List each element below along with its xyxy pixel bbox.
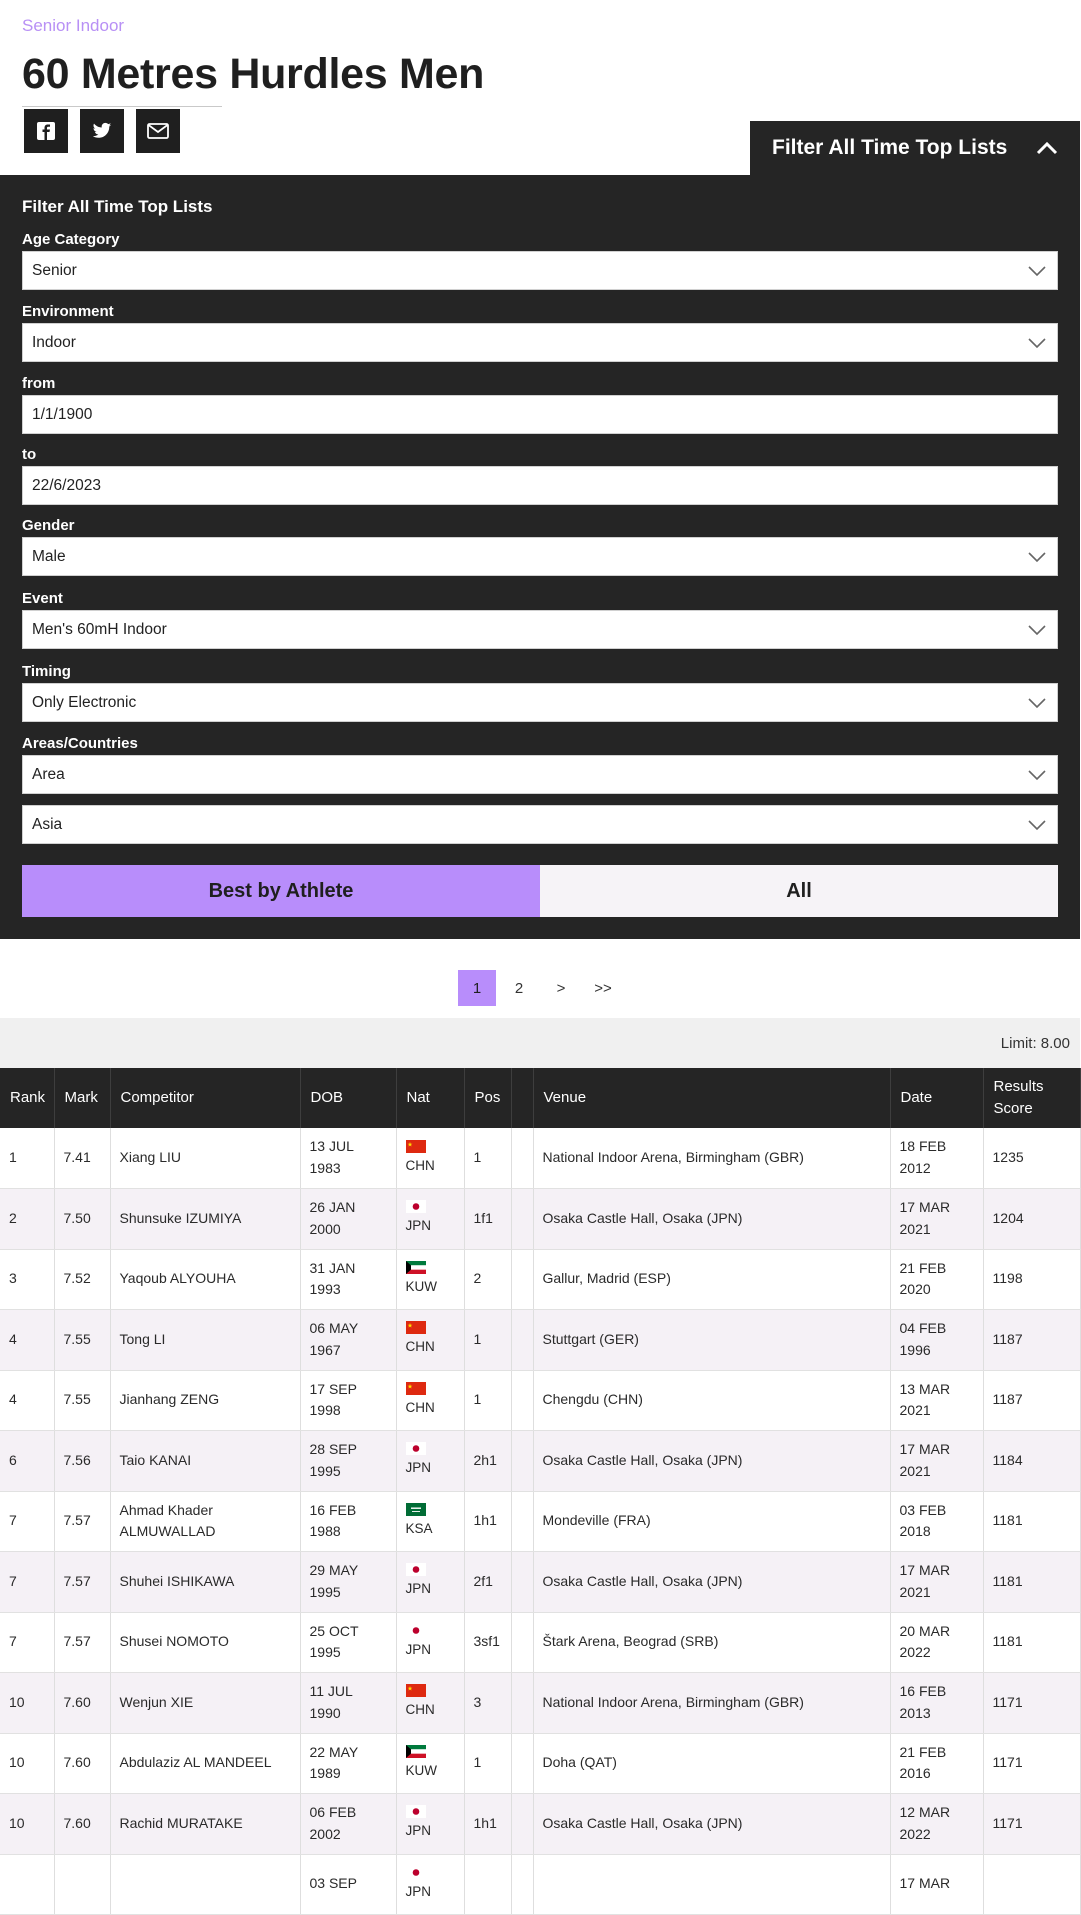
from-date-group [22, 375, 1058, 434]
facebook-icon [36, 121, 56, 141]
venue-cell: National Indoor Arena, Birmingham (GBR) [533, 1128, 890, 1189]
nat-code: CHN [405, 1339, 435, 1355]
table-row[interactable] [0, 1189, 1080, 1250]
blank-cell [511, 1673, 533, 1734]
venue-cell: Osaka Castle Hall, Osaka (JPN) [533, 1794, 890, 1855]
chevron-down-icon [1026, 764, 1048, 786]
from-date-input[interactable] [22, 395, 1058, 434]
jpn-flag-icon [406, 1563, 455, 1576]
date-cell [890, 1249, 983, 1310]
gender-select[interactable] [22, 537, 1058, 576]
date-cell [890, 1854, 983, 1915]
pos-cell: 2 [464, 1249, 511, 1310]
competitor-link[interactable]: Xiang LIU [110, 1128, 300, 1189]
mark-cell [54, 1854, 110, 1915]
competitor-link[interactable]: Rachid MURATAKE [110, 1794, 300, 1855]
date-day: 18 FEB [899, 1138, 947, 1155]
nat-cell [396, 1310, 464, 1371]
date-year: 2022 [899, 1644, 931, 1661]
pagination [0, 970, 1080, 1006]
date-year: 1996 [899, 1341, 931, 1358]
date-day: 12 MAR [899, 1804, 951, 1821]
kuw-flag-icon [406, 1261, 455, 1274]
rank-cell: 10 [0, 1673, 54, 1734]
col-header-mark[interactable]: Mark [54, 1068, 110, 1128]
nat-cell [396, 1673, 464, 1734]
date-year: 2021 [899, 1462, 931, 1479]
to-date-value: 22/6/2023 [32, 476, 101, 494]
area-type-value: Area [32, 765, 65, 783]
nat-code: JPN [405, 1823, 432, 1839]
date-day: 17 MAR [899, 1199, 951, 1216]
dob-day: 22 MAY [309, 1743, 359, 1760]
date-day: 21 FEB [899, 1743, 947, 1760]
pos-cell: 3sf1 [464, 1612, 511, 1673]
table-body [0, 1128, 1080, 1915]
mark-cell: 7.52 [54, 1249, 110, 1310]
dob-cell [300, 1552, 396, 1613]
dob-year: 2000 [309, 1220, 341, 1237]
chevron-down-icon [1026, 546, 1048, 568]
dob-cell [300, 1733, 396, 1794]
dob-year: 1990 [309, 1704, 341, 1721]
col-header-dob[interactable]: DOB [300, 1068, 396, 1128]
competitor-link[interactable]: Abdulaziz AL MANDEEL [110, 1733, 300, 1794]
environment-select[interactable] [22, 323, 1058, 362]
blank-cell [511, 1249, 533, 1310]
date-year: 2013 [899, 1704, 931, 1721]
chn-flag-icon [406, 1321, 455, 1334]
page-title: 60 Metres Hurdles Men [22, 50, 485, 98]
dob-cell [300, 1491, 396, 1552]
pos-cell [464, 1854, 511, 1915]
venue-cell [533, 1854, 890, 1915]
table-row[interactable] [0, 1552, 1080, 1613]
col-header-date[interactable]: Date [890, 1068, 983, 1128]
breadcrumb[interactable]: Senior Indoor [22, 16, 125, 35]
age-category-label: Age Category [22, 231, 120, 248]
filter-toggle-button[interactable] [750, 121, 1080, 175]
to-date-group [22, 446, 1058, 505]
date-year: 2020 [899, 1281, 931, 1298]
dob-day: 16 FEB [309, 1501, 357, 1518]
rank-cell [0, 1854, 54, 1915]
dob-year: 1993 [309, 1281, 341, 1298]
rank-cell: 1 [0, 1128, 54, 1189]
score-cell: 1204 [983, 1189, 1080, 1250]
score-cell: 1187 [983, 1370, 1080, 1431]
score-cell: 1171 [983, 1794, 1080, 1855]
table-row[interactable] [0, 1310, 1080, 1371]
date-day: 04 FEB [899, 1320, 947, 1337]
nat-code: CHN [405, 1399, 435, 1415]
from-date-label: from [22, 375, 56, 392]
blank-cell [511, 1612, 533, 1673]
date-year: 2022 [899, 1825, 931, 1842]
score-cell: 1171 [983, 1733, 1080, 1794]
date-cell [890, 1612, 983, 1673]
nat-code: CHN [405, 1702, 435, 1718]
blank-cell [511, 1310, 533, 1371]
mark-cell: 7.60 [54, 1733, 110, 1794]
score-cell: 1187 [983, 1310, 1080, 1371]
rank-cell: 3 [0, 1249, 54, 1310]
environment-group [22, 303, 1058, 362]
dob-cell [300, 1431, 396, 1492]
score-cell: 1198 [983, 1249, 1080, 1310]
filter-panel [0, 175, 1080, 939]
nat-code: JPN [405, 1218, 432, 1234]
nat-code: JPN [405, 1641, 432, 1657]
date-day: 21 FEB [899, 1259, 947, 1276]
col-header-score[interactable]: Results Score [983, 1068, 1080, 1128]
jpn-flag-icon [406, 1805, 455, 1818]
date-year: 2021 [899, 1220, 931, 1237]
nat-code: KSA [405, 1520, 433, 1536]
jpn-flag-icon [406, 1200, 455, 1213]
all-button[interactable]: All [540, 865, 1058, 917]
kuw-flag-icon [406, 1745, 455, 1758]
table-row[interactable] [0, 1733, 1080, 1794]
mark-cell: 7.57 [54, 1552, 110, 1613]
pos-cell: 2f1 [464, 1552, 511, 1613]
blank-cell [511, 1128, 533, 1189]
pos-cell: 1 [464, 1310, 511, 1371]
date-day: 16 FEB [899, 1683, 947, 1700]
table-row[interactable] [0, 1794, 1080, 1855]
competitor-link[interactable]: Shuhei ISHIKAWA [110, 1552, 300, 1613]
last-page-button[interactable]: >> [594, 979, 612, 997]
rank-cell: 2 [0, 1189, 54, 1250]
table-header-row [0, 1068, 1080, 1128]
dob-cell [300, 1612, 396, 1673]
dob-year: 1995 [309, 1462, 341, 1479]
gender-group [22, 517, 1058, 576]
areas-label: Areas/Countries [22, 735, 138, 752]
nat-cell [396, 1370, 464, 1431]
nat-code: JPN [405, 1883, 432, 1899]
col-header-rank[interactable]: Rank [0, 1068, 54, 1128]
pos-cell: 1h1 [464, 1794, 511, 1855]
mark-cell: 7.41 [54, 1128, 110, 1189]
blank-cell [511, 1189, 533, 1250]
score-cell: 1171 [983, 1673, 1080, 1734]
nat-code: CHN [405, 1157, 435, 1173]
dob-day: 06 FEB [309, 1804, 357, 1821]
best-by-athlete-button[interactable]: Best by Athlete [22, 865, 540, 917]
dob-year: 2002 [309, 1825, 341, 1842]
nat-code: JPN [405, 1460, 432, 1476]
share-bar [24, 109, 180, 153]
dob-day: 29 MAY [309, 1562, 359, 1579]
area-select[interactable] [22, 805, 1058, 844]
dob-cell [300, 1310, 396, 1371]
ksa-flag-icon [406, 1503, 455, 1516]
table-row[interactable] [0, 1612, 1080, 1673]
nat-cell [396, 1431, 464, 1492]
nat-cell [396, 1612, 464, 1673]
dob-day: 13 JUL [309, 1138, 354, 1155]
competitor-link[interactable]: Wenjun XIE [110, 1673, 300, 1734]
date-cell [890, 1310, 983, 1371]
areas-group [22, 735, 1058, 844]
mark-cell: 7.57 [54, 1491, 110, 1552]
chn-flag-icon [406, 1140, 455, 1153]
nat-cell [396, 1128, 464, 1189]
competitor-link[interactable]: Shunsuke IZUMIYA [110, 1189, 300, 1250]
venue-cell: Osaka Castle Hall, Osaka (JPN) [533, 1189, 890, 1250]
nat-cell [396, 1249, 464, 1310]
environment-value: Indoor [32, 333, 76, 351]
competitor-link[interactable]: Taio KANAI [110, 1431, 300, 1492]
nat-code: JPN [405, 1581, 432, 1597]
facebook-share-button[interactable] [24, 109, 68, 153]
competitor-link[interactable]: Ahmad Khader ALMUWALLAD [110, 1491, 300, 1552]
dob-cell [300, 1128, 396, 1189]
venue-cell: Gallur, Madrid (ESP) [533, 1249, 890, 1310]
mark-cell: 7.60 [54, 1673, 110, 1734]
event-value: Men's 60mH Indoor [32, 620, 167, 638]
score-cell: 1181 [983, 1491, 1080, 1552]
twitter-icon [92, 122, 112, 140]
to-date-label: to [22, 446, 37, 463]
venue-cell: Stuttgart (GER) [533, 1310, 890, 1371]
dob-year: 1989 [309, 1765, 341, 1782]
rank-cell: 10 [0, 1733, 54, 1794]
col-header-nat[interactable]: Nat [396, 1068, 464, 1128]
filter-toggle-label: Filter All Time Top Lists [772, 136, 1008, 159]
dob-day: 17 SEP [309, 1380, 357, 1397]
pos-cell: 3 [464, 1673, 511, 1734]
date-cell [890, 1552, 983, 1613]
col-header-venue[interactable]: Venue [533, 1068, 890, 1128]
mark-cell: 7.60 [54, 1794, 110, 1855]
gender-label: Gender [22, 517, 75, 534]
rank-cell: 4 [0, 1310, 54, 1371]
nat-cell [396, 1854, 464, 1915]
dob-day: 25 OCT [309, 1622, 359, 1639]
nat-cell [396, 1552, 464, 1613]
chevron-up-icon [1036, 141, 1058, 155]
pos-cell: 1 [464, 1733, 511, 1794]
rank-cell: 7 [0, 1552, 54, 1613]
jpn-flag-icon [406, 1866, 455, 1879]
limit-text: Limit: 8.00 [1000, 1034, 1070, 1052]
date-day: 17 MAR [899, 1875, 951, 1892]
age-category-value: Senior [32, 261, 77, 279]
email-share-button[interactable] [136, 109, 180, 153]
date-year: 2018 [899, 1523, 931, 1540]
dob-year: 1998 [309, 1402, 341, 1419]
date-cell [890, 1128, 983, 1189]
rank-cell: 6 [0, 1431, 54, 1492]
chevron-down-icon [1026, 619, 1048, 641]
dob-cell [300, 1189, 396, 1250]
limit-bar [0, 1018, 1080, 1068]
venue-cell: Mondeville (FRA) [533, 1491, 890, 1552]
nat-code: KUW [405, 1762, 437, 1778]
dob-day: 26 JAN [309, 1199, 356, 1216]
mark-cell: 7.55 [54, 1310, 110, 1371]
venue-cell: Doha (QAT) [533, 1733, 890, 1794]
date-year: 2021 [899, 1402, 931, 1419]
blank-cell [511, 1431, 533, 1492]
timing-value: Only Electronic [32, 693, 137, 711]
area-value: Asia [32, 815, 63, 833]
blank-cell [511, 1733, 533, 1794]
date-year: 2016 [899, 1765, 931, 1782]
dob-day: 31 JAN [309, 1259, 356, 1276]
table-row[interactable] [0, 1370, 1080, 1431]
chevron-down-icon [1026, 692, 1048, 714]
nat-cell [396, 1491, 464, 1552]
pos-cell: 1 [464, 1128, 511, 1189]
dob-day: 03 SEP [309, 1875, 357, 1892]
area-type-select[interactable] [22, 755, 1058, 794]
dob-cell [300, 1854, 396, 1915]
dob-year: 1983 [309, 1160, 341, 1176]
filter-heading: Filter All Time Top Lists [22, 197, 213, 216]
date-day: 20 MAR [899, 1622, 951, 1639]
date-year: 2012 [899, 1160, 931, 1176]
age-category-group [22, 231, 1058, 290]
page-2-button[interactable]: 2 [514, 979, 524, 997]
venue-cell: Štark Arena, Beograd (SRB) [533, 1612, 890, 1673]
chevron-down-icon [1026, 332, 1048, 354]
col-header-blank [511, 1068, 533, 1128]
table-row[interactable] [0, 1249, 1080, 1310]
venue-cell: Osaka Castle Hall, Osaka (JPN) [533, 1552, 890, 1613]
nat-code: KUW [405, 1278, 437, 1294]
date-cell [890, 1733, 983, 1794]
score-cell: 1181 [983, 1552, 1080, 1613]
mark-cell: 7.57 [54, 1612, 110, 1673]
dob-cell [300, 1370, 396, 1431]
event-select[interactable] [22, 610, 1058, 649]
dob-year: 1988 [309, 1523, 341, 1540]
twitter-share-button[interactable] [80, 109, 124, 153]
date-cell [890, 1794, 983, 1855]
date-day: 13 MAR [899, 1380, 951, 1397]
dob-cell [300, 1673, 396, 1734]
rank-cell: 10 [0, 1794, 54, 1855]
to-date-input[interactable] [22, 466, 1058, 505]
table-row[interactable] [0, 1128, 1080, 1189]
score-cell: 1235 [983, 1128, 1080, 1189]
venue-cell: Osaka Castle Hall, Osaka (JPN) [533, 1431, 890, 1492]
blank-cell [511, 1370, 533, 1431]
chevron-down-icon [1026, 260, 1048, 282]
venue-cell: National Indoor Arena, Birmingham (GBR) [533, 1673, 890, 1734]
dob-year: 1995 [309, 1583, 341, 1600]
date-cell [890, 1370, 983, 1431]
chn-flag-icon [406, 1382, 455, 1395]
chn-flag-icon [406, 1684, 455, 1697]
score-cell [983, 1854, 1080, 1915]
score-cell: 1181 [983, 1612, 1080, 1673]
pos-cell: 1f1 [464, 1189, 511, 1250]
date-day: 03 FEB [899, 1501, 947, 1518]
competitor-link[interactable]: Jianhang ZENG [110, 1370, 300, 1431]
jpn-flag-icon [406, 1442, 455, 1455]
table-row[interactable] [0, 1673, 1080, 1734]
blank-cell [511, 1794, 533, 1855]
results-table [0, 1068, 1081, 1915]
date-cell [890, 1431, 983, 1492]
timing-group [22, 663, 1058, 722]
page-1-button[interactable]: 1 [458, 970, 496, 1006]
rank-cell: 7 [0, 1491, 54, 1552]
dob-day: 11 JUL [309, 1683, 353, 1700]
dob-year: 1995 [309, 1644, 341, 1661]
venue-cell: Chengdu (CHN) [533, 1370, 890, 1431]
competitor-link[interactable] [110, 1854, 300, 1915]
dob-day: 28 SEP [309, 1441, 357, 1458]
dob-year: 1967 [309, 1341, 341, 1358]
dob-cell [300, 1794, 396, 1855]
timing-select[interactable] [22, 683, 1058, 722]
table-row[interactable] [0, 1431, 1080, 1492]
mark-cell: 7.50 [54, 1189, 110, 1250]
pos-cell: 1 [464, 1370, 511, 1431]
table-row[interactable] [0, 1854, 1080, 1915]
jpn-flag-icon [406, 1624, 455, 1637]
competitor-link[interactable]: Shusei NOMOTO [110, 1612, 300, 1673]
gender-value: Male [32, 547, 66, 565]
environment-label: Environment [22, 303, 114, 320]
nat-cell [396, 1189, 464, 1250]
date-cell [890, 1673, 983, 1734]
envelope-icon [147, 123, 169, 139]
blank-cell [511, 1491, 533, 1552]
blank-cell [511, 1552, 533, 1613]
page-header [0, 0, 1080, 175]
dob-cell [300, 1249, 396, 1310]
timing-label: Timing [22, 663, 71, 680]
date-cell [890, 1491, 983, 1552]
date-day: 17 MAR [899, 1441, 951, 1458]
score-cell: 1184 [983, 1431, 1080, 1492]
pos-cell: 2h1 [464, 1431, 511, 1492]
event-group [22, 590, 1058, 649]
date-day: 17 MAR [899, 1562, 951, 1579]
mark-cell: 7.55 [54, 1370, 110, 1431]
table-row[interactable] [0, 1491, 1080, 1552]
competitor-link[interactable]: Yaqoub ALYOUHA [110, 1249, 300, 1310]
col-header-pos[interactable]: Pos [464, 1068, 511, 1128]
date-cell [890, 1189, 983, 1250]
dob-day: 06 MAY [309, 1320, 359, 1337]
next-page-button[interactable]: > [556, 979, 566, 997]
event-label: Event [22, 590, 63, 607]
nat-cell [396, 1794, 464, 1855]
blank-cell [511, 1854, 533, 1915]
col-header-competitor[interactable]: Competitor [110, 1068, 300, 1128]
title-divider [22, 106, 222, 107]
date-year: 2021 [899, 1583, 931, 1600]
rank-cell: 7 [0, 1612, 54, 1673]
pos-cell: 1h1 [464, 1491, 511, 1552]
mark-cell: 7.56 [54, 1431, 110, 1492]
rank-cell: 4 [0, 1370, 54, 1431]
nat-cell [396, 1733, 464, 1794]
competitor-link[interactable]: Tong LI [110, 1310, 300, 1371]
age-category-select[interactable] [22, 251, 1058, 290]
chevron-down-icon [1026, 814, 1048, 836]
from-date-value: 1/1/1900 [32, 405, 93, 423]
list-mode-toggle [22, 865, 1058, 917]
